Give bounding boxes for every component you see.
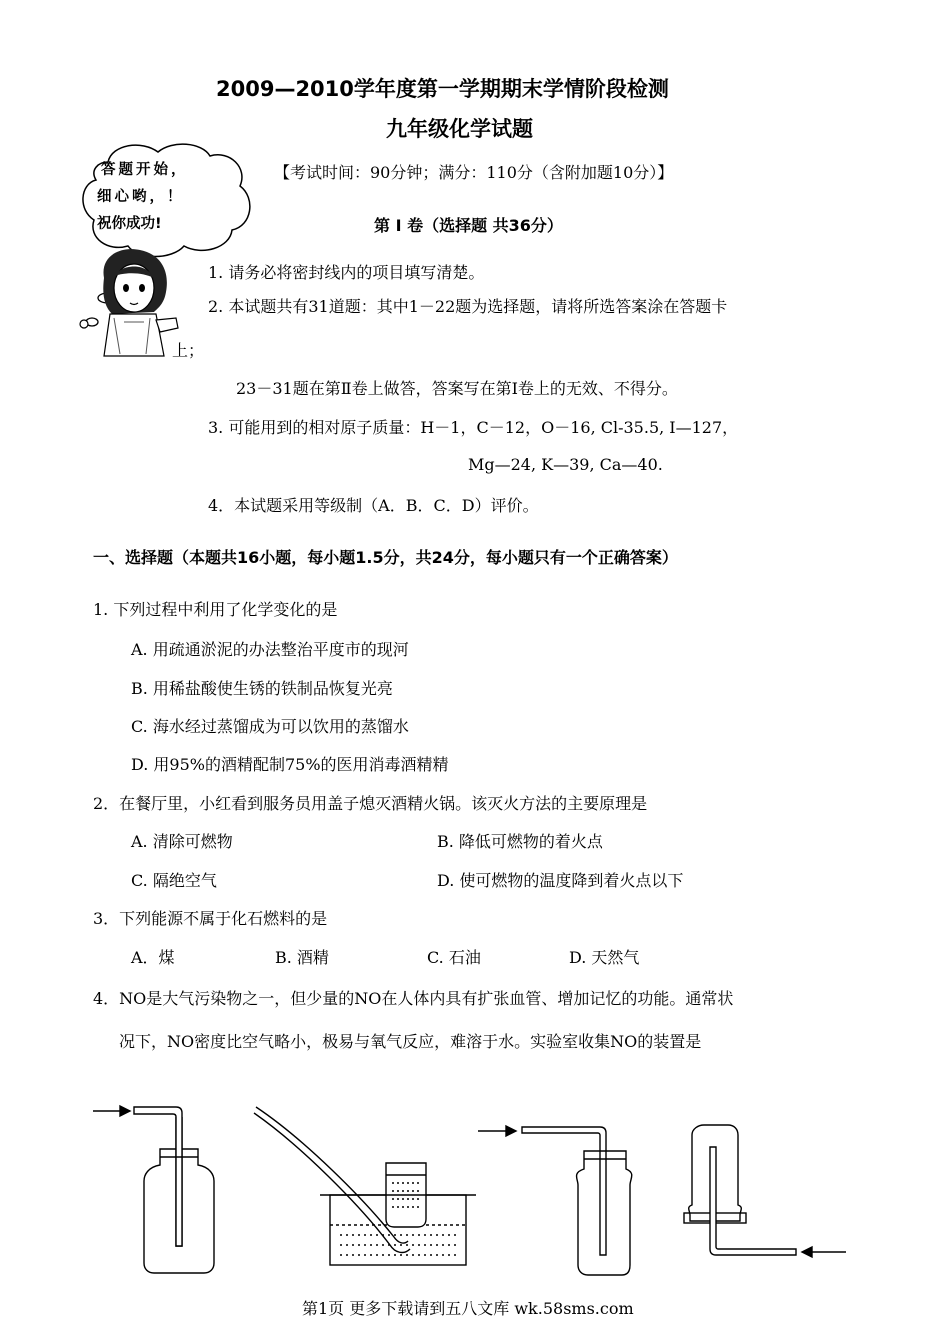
cloud-line-3: 祝你成功! xyxy=(97,216,162,232)
question-1-option-a: A. 用疏通淤泥的办法整治平度市的现河 xyxy=(131,640,409,659)
question-3-option-b: B. 酒精 xyxy=(275,948,329,967)
apparatus-a xyxy=(93,1106,214,1273)
instruction-4: 4．本试题采用等级制（A．B．C．D）评价。 xyxy=(208,496,539,515)
instruction-2-line-3: 23－31题在第Ⅱ卷上做答，答案写在第Ⅰ卷上的无效、不得分。 xyxy=(236,379,678,398)
section-heading: 一、选择题（本题共16小题，每小题1.5分，共24分，每小题只有一个正确答案） xyxy=(93,548,678,567)
question-3-option-a: A．煤 xyxy=(131,948,175,967)
instruction-2-line-2: 上； xyxy=(172,341,205,360)
question-4-stem-line-2: 况下，NO密度比空气略小，极易与氧气反应，难溶于水。实验室收集NO的装置是 xyxy=(119,1032,702,1051)
question-2-option-d: D. 使可燃物的温度降到着火点以下 xyxy=(437,871,684,890)
instruction-3-line-1: 3. 可能用到的相对原子质量：H－1，C－12，O－16, Cl-35.5, I—127， xyxy=(208,418,739,437)
question-2-option-c: C. 隔绝空气 xyxy=(131,871,217,890)
question-1-option-b: B. 用稀盐酸使生锈的铁制品恢复光亮 xyxy=(131,679,393,698)
instruction-1: 1. 请务必将密封线内的项目填写清楚。 xyxy=(208,263,485,282)
question-2-option-b: B. 降低可燃物的着火点 xyxy=(437,832,603,851)
volume-title: 第 Ⅰ 卷（选择题 共36分） xyxy=(374,216,563,235)
question-2-stem: 2．在餐厅里，小红看到服务员用盖子熄灭酒精火锅。该灭火方法的主要原理是 xyxy=(93,794,648,813)
cartoon-student-icon xyxy=(90,248,180,358)
instruction-2-line-1: 2. 本试题共有31道题：其中1－22题为选择题，请将所选答案涂在答题卡 xyxy=(208,297,728,316)
question-3-option-d: D. 天然气 xyxy=(569,948,640,967)
question-2-option-a: A. 清除可燃物 xyxy=(131,832,233,851)
question-4-stem-line-1: 4．NO是大气污染物之一，但少量的NO在人体内具有扩张血管、增加记忆的功能。通常状 xyxy=(93,989,734,1008)
exam-subtitle: 九年级化学试题 xyxy=(386,117,533,141)
apparatus-b xyxy=(254,1107,476,1265)
cloud-line-1: 答题开始， xyxy=(101,162,189,178)
question-1-option-d: D. 用95%的酒精配制75%的医用消毒酒精精 xyxy=(131,755,449,774)
question-1-option-c: C. 海水经过蒸馏成为可以饮用的蒸馏水 xyxy=(131,717,409,736)
question-3-stem: 3．下列能源不属于化石燃料的是 xyxy=(93,909,328,928)
cloud-line-2: 细心哟，！ xyxy=(97,189,185,205)
apparatus-diagrams xyxy=(0,1095,950,1285)
page-footer: 第1页 更多下载请到五八文库 wk.58sms.com xyxy=(302,1299,634,1318)
question-1-stem: 1. 下列过程中利用了化学变化的是 xyxy=(93,600,338,619)
exam-title: 2009—2010学年度第一学期期末学情阶段检测 xyxy=(216,77,669,101)
instruction-3-line-2: Mg—24, K—39, Ca—40. xyxy=(468,455,663,474)
question-3-option-c: C. 石油 xyxy=(427,948,481,967)
apparatus-d xyxy=(684,1125,846,1257)
apparatus-c xyxy=(478,1126,632,1275)
exam-info: 【考试时间：90分钟；满分：110分（含附加题10分）】 xyxy=(274,163,674,182)
